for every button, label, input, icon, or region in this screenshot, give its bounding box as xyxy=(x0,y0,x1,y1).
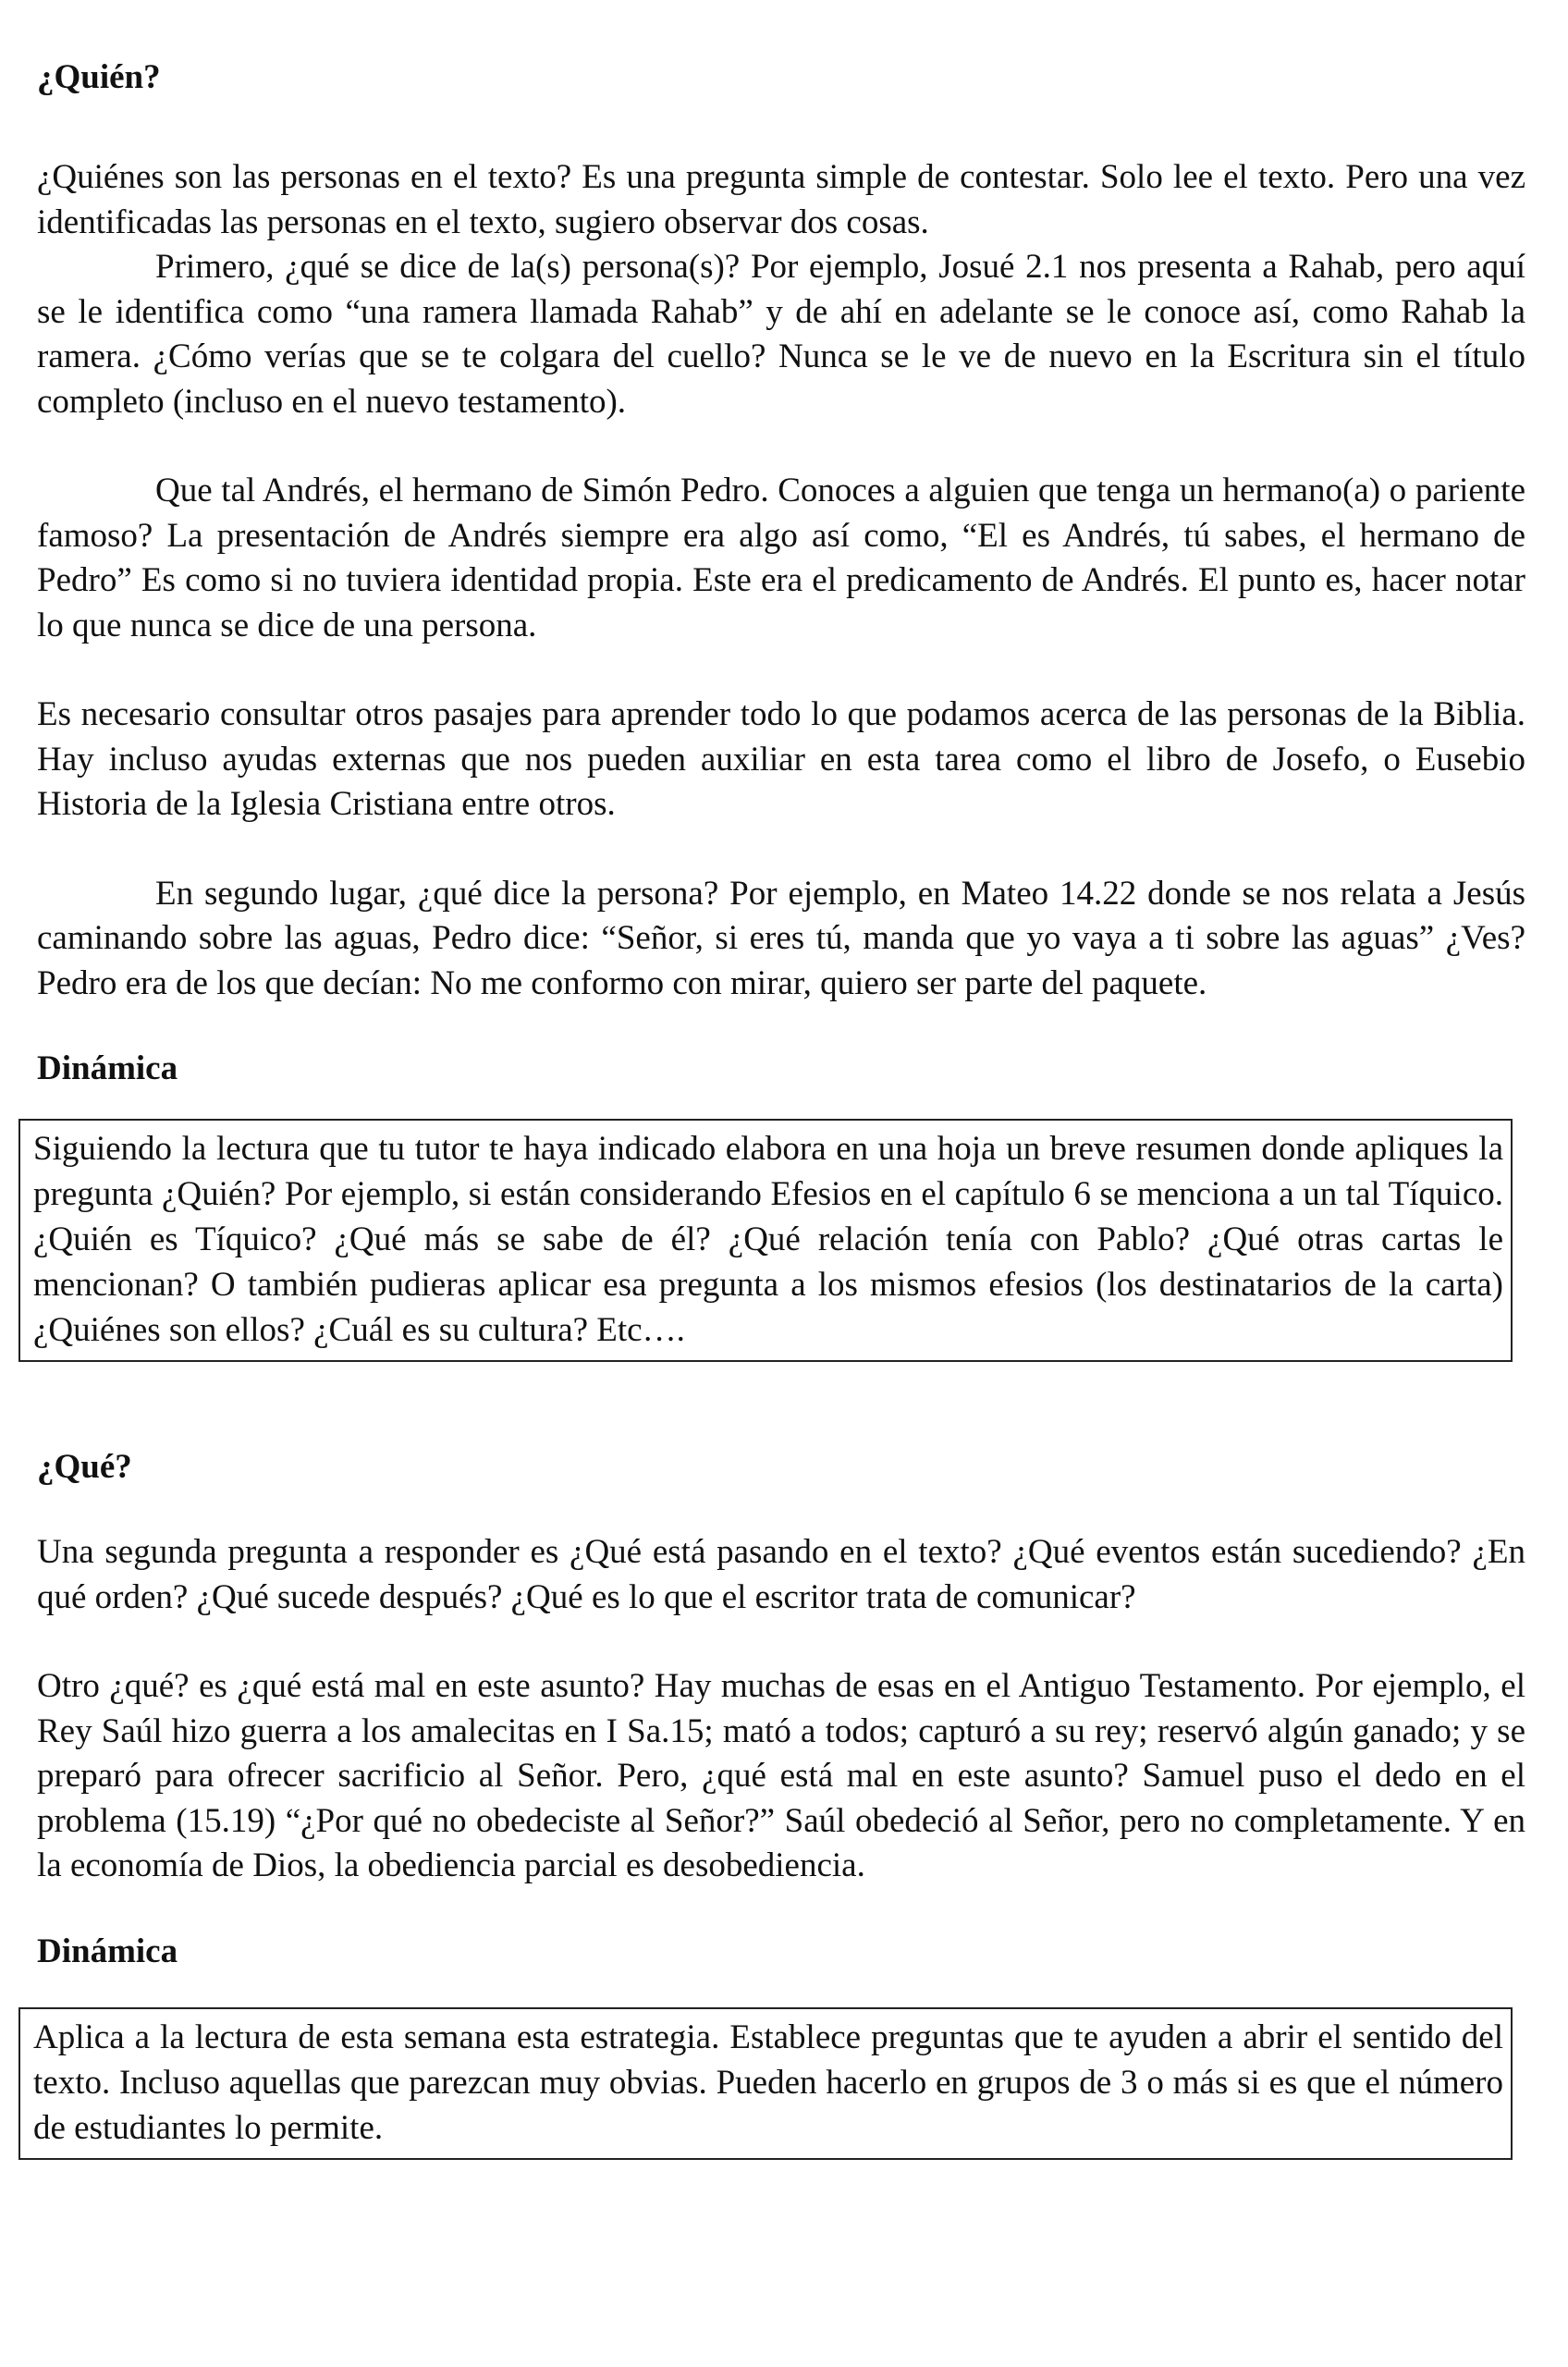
paragraph: Que tal Andrés, el hermano de Simón Pedro. Conoces a alguien que tenga un hermano(a) o pariente famoso? La presentación de Andrés siempre era algo así como, “El es Andrés, tú sabes, el hermano de Pedro” Es como si no tuviera identidad propia. Este era el predicamento de Andrés. El punto es, hacer notar lo que nunca se dice de una persona. xyxy=(37,472,1525,644)
paragraph: Primero, ¿qué se dice de la(s) persona(s)? Por ejemplo, Josué 2.1 nos presenta a Rahab, pero aquí se le identifica como “una ramera llamada Rahab” y de ahí en adelante se le conoce así, como Rahab la ramera. ¿Cómo verías que se te colgara del cuello? Nunca se le ve de nuevo en la Escritura sin el título completo (incluso en el nuevo testamento). xyxy=(37,248,1525,421)
paragraph: Otro ¿qué? es ¿qué está mal en este asunto? Hay muchas de esas en el Antiguo Testamento. Por ejemplo, el Rey Saúl hizo guerra a los amalecitas en I Sa.15; mató a todos; capturó a su rey; reservó algún ganado; y se preparó para ofrecer sacrificio al Señor. Pero, ¿qué está mal en este asunto? Samuel puso el dedo en el problema (15.19) “¿Por qué no obedeciste al Señor?” Saúl obedeció al Señor, pero no completamente. Y en la economía de Dios, la obediencia parcial es desobediencia. xyxy=(37,1667,1525,1884)
dynamic-activity-box xyxy=(18,1119,1513,1362)
paragraph: En segundo lugar, ¿qué dice la persona? Por ejemplo, en Mateo 14.22 donde se nos relata a Jesús caminando sobre las aguas, Pedro dice: “Señor, si eres tú, manda que yo vaya a ti sobre las aguas” ¿Ves? Pedro era de los que decían: No me conformo con mirar, quiero ser parte del paquete. xyxy=(37,874,1525,1002)
section-heading-que: ¿Qué? xyxy=(37,1448,132,1486)
dynamic-heading: Dinámica xyxy=(37,1049,178,1087)
paragraph: ¿Quiénes son las personas en el texto? Es una pregunta simple de contestar. Solo lee el texto. Pero una vez identificadas las personas en el texto, sugiero observar dos cosas. xyxy=(37,158,1525,241)
document-page xyxy=(33,55,1525,2160)
paragraph: Una segunda pregunta a responder es ¿Qué está pasando en el texto? ¿Qué eventos están sucediendo? ¿En qué orden? ¿Qué sucede después? ¿Qué es lo que el escritor trata de comunicar? xyxy=(37,1533,1525,1616)
activity-text: Aplica a la lectura de esta semana esta estrategia. Establece preguntas que te ayuden a abrir el sentido del texto. Incluso aquellas que parezcan muy obvias. Pueden hacerlo en grupos de 3 o más si es que el número de estudiantes lo permite. xyxy=(33,2017,1503,2147)
section-heading-quien: ¿Quién? xyxy=(37,58,161,96)
dynamic-heading: Dinámica xyxy=(37,1932,178,1970)
dynamic-activity-box xyxy=(18,2007,1513,2160)
paragraph: Es necesario consultar otros pasajes para aprender todo lo que podamos acerca de las personas de la Biblia. Hay incluso ayudas externas que nos pueden auxiliar en esta tarea como el libro de Josefo, o Eusebio Historia de la Iglesia Cristiana entre otros. xyxy=(37,695,1525,823)
activity-text: Siguiendo la lectura que tu tutor te haya indicado elabora en una hoja un breve resumen donde apliques la pregunta ¿Quién? Por ejemplo, si están considerando Efesios en el capítulo 6 se menciona a un tal Tíquico. ¿Quién es Tíquico? ¿Qué más se sabe de él? ¿Qué relación tenía con Pablo? ¿Qué otras cartas le mencionan? O también pudieras aplicar esa pregunta a los mismos efesios (los destinatarios de la carta) ¿Quiénes son ellos? ¿Cuál es su cultura? Etc…. xyxy=(33,1130,1503,1349)
